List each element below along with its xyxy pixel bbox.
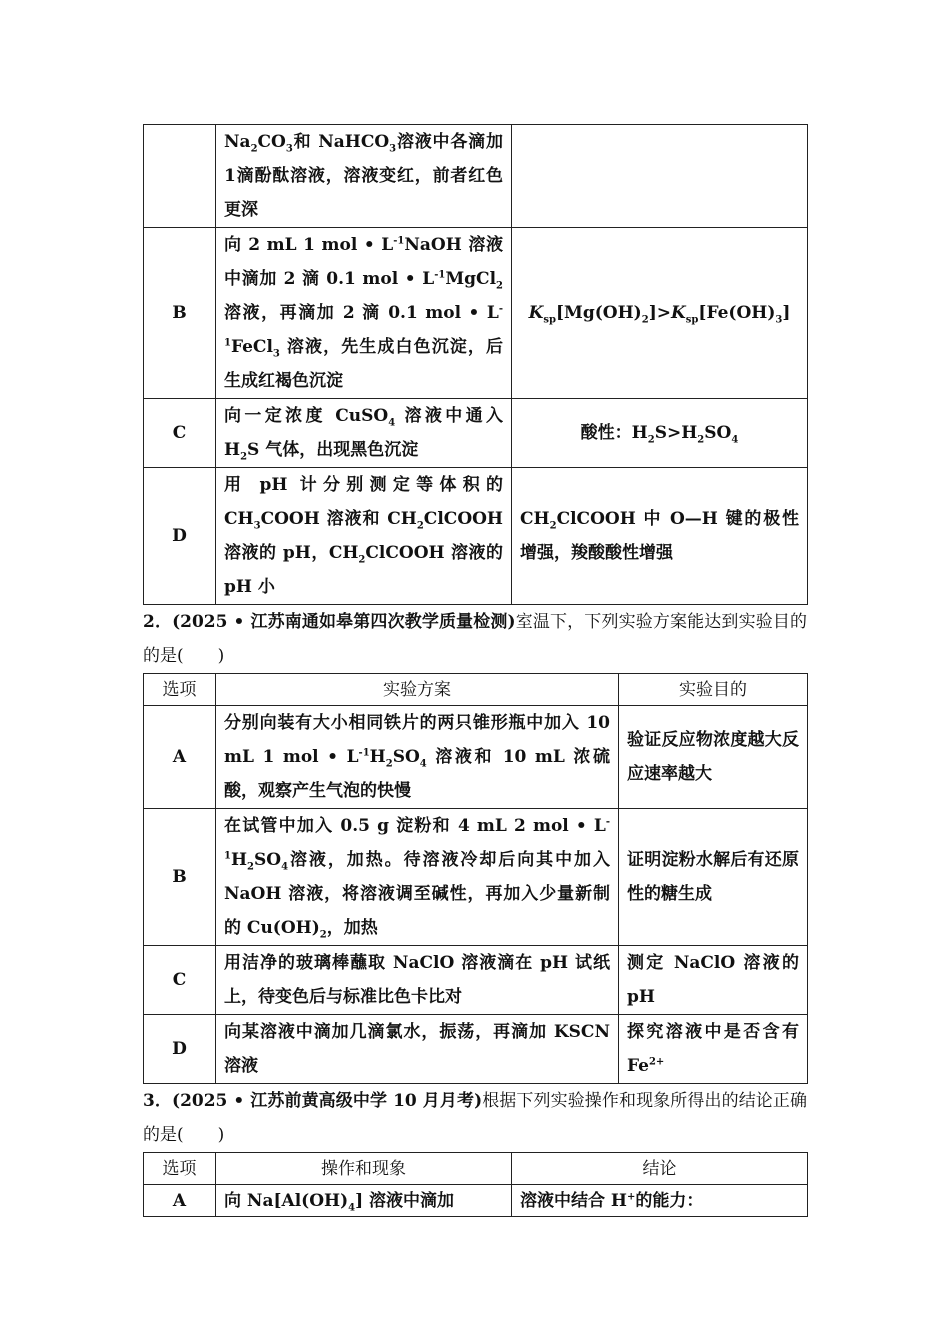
- header-plan: 实验方案: [216, 674, 619, 706]
- header-conclusion: 结论: [512, 1153, 808, 1185]
- conclusion-cell: 酸性：$H_2S>H_2SO_4$: [512, 399, 808, 468]
- question-2-stem: 2．(2025 • 江苏南通如皋第四次教学质量检测)室温下，下列实验方案能达到实验目的的是( ): [143, 612, 807, 666]
- option-cell: A: [144, 1185, 216, 1217]
- page-content: [143, 124, 807, 1217]
- operation-cell: 向一定浓度 CuSO$_4$ 溶液中通入 $H_2S$ 气体，出现黑色沉淀: [216, 399, 512, 468]
- goal-cell: 测定 NaClO 溶液的 pH: [619, 946, 808, 1015]
- option-cell: D: [144, 1015, 216, 1084]
- operation-cell: $Na_2CO_3$和 NaHCO$_3$溶液中各滴加1滴酚酞溶液，溶液变红，前者红色更深: [216, 125, 512, 228]
- table-header-row: [144, 1153, 808, 1185]
- table-row: [144, 946, 808, 1015]
- header-goal: 实验目的: [619, 674, 808, 706]
- plan-cell: 向某溶液中滴加几滴氯水，振荡，再滴加 KSCN 溶液: [216, 1015, 619, 1084]
- table-row: [144, 1015, 808, 1084]
- conclusion-cell: $CH_2ClCOOH$ 中 O—H 键的极性增强，羧酸酸性增强: [512, 468, 808, 605]
- option-cell: A: [144, 706, 216, 809]
- table-q2: [143, 673, 808, 1084]
- table-row: [144, 468, 808, 605]
- plan-cell: 用洁净的玻璃棒蘸取 NaClO 溶液滴在 pH 试纸上，待变色后与标准比色卡比对: [216, 946, 619, 1015]
- conclusion-cell: [512, 125, 808, 228]
- table-row: [144, 399, 808, 468]
- option-cell: C: [144, 399, 216, 468]
- table-row: [144, 125, 808, 228]
- conclusion-cell: 溶液中结合 H+的能力：: [512, 1185, 808, 1217]
- question-3-stem: 3．(2025 • 江苏前黄高级中学 10 月月考)根据下列实验操作和现象所得出的结论正确的是( ): [143, 1091, 807, 1145]
- conclusion-cell: $K_{sp}[Mg(OH)_2]>K_{sp}[Fe(OH)_3]$: [512, 228, 808, 399]
- option-cell: B: [144, 809, 216, 946]
- operation-cell: 向 $Na[Al(OH)_4]$ 溶液中滴加: [216, 1185, 512, 1217]
- table-q3: [143, 1152, 808, 1217]
- option-cell: C: [144, 946, 216, 1015]
- operation-cell: 用 pH 计分别测定等体积的 $CH_3COOH$ 溶液和 $CH_2ClCOOH$ 溶液的 pH，$CH_2ClCOOH$ 溶液的 pH 小: [216, 468, 512, 605]
- header-option: 选项: [144, 1153, 216, 1185]
- plan-cell: 分别向装有大小相同铁片的两只锥形瓶中加入 10 mL 1 mol • $L^{-1}H_2SO_4$ 溶液和 10 mL 浓硫酸，观察产生气泡的快慢: [216, 706, 619, 809]
- header-option: 选项: [144, 674, 216, 706]
- option-cell: D: [144, 468, 216, 605]
- goal-cell: 探究溶液中是否含有 $Fe^{2+}$: [619, 1015, 808, 1084]
- table-row: [144, 228, 808, 399]
- operation-cell: 向 2 mL 1 mol • $L^{-1}NaOH$ 溶液中滴加 2 滴 0.1 mol • $L^{-1}MgCl_2$ 溶液，再滴加 2 滴 0.1 mol • $L^{-1}FeCl_3$ 溶液，先生成白色沉淀，后生成红褐色沉淀: [216, 228, 512, 399]
- table-row: [144, 1185, 808, 1217]
- option-cell: [144, 125, 216, 228]
- table-header-row: [144, 674, 808, 706]
- table-row: [144, 706, 808, 809]
- option-cell: B: [144, 228, 216, 399]
- table-q1: [143, 124, 808, 605]
- plan-cell: 在试管中加入 0.5 g 淀粉和 4 mL 2 mol • $L^{-1}H_2SO_4$溶液，加热。待溶液冷却后向其中加入 NaOH 溶液，将溶液调至碱性，再加入少量新制的 $Cu(OH)_2$，加热: [216, 809, 619, 946]
- goal-cell: 验证反应物浓度越大反应速率越大: [619, 706, 808, 809]
- table-row: [144, 809, 808, 946]
- goal-cell: 证明淀粉水解后有还原性的糖生成: [619, 809, 808, 946]
- header-operation: 操作和现象: [216, 1153, 512, 1185]
